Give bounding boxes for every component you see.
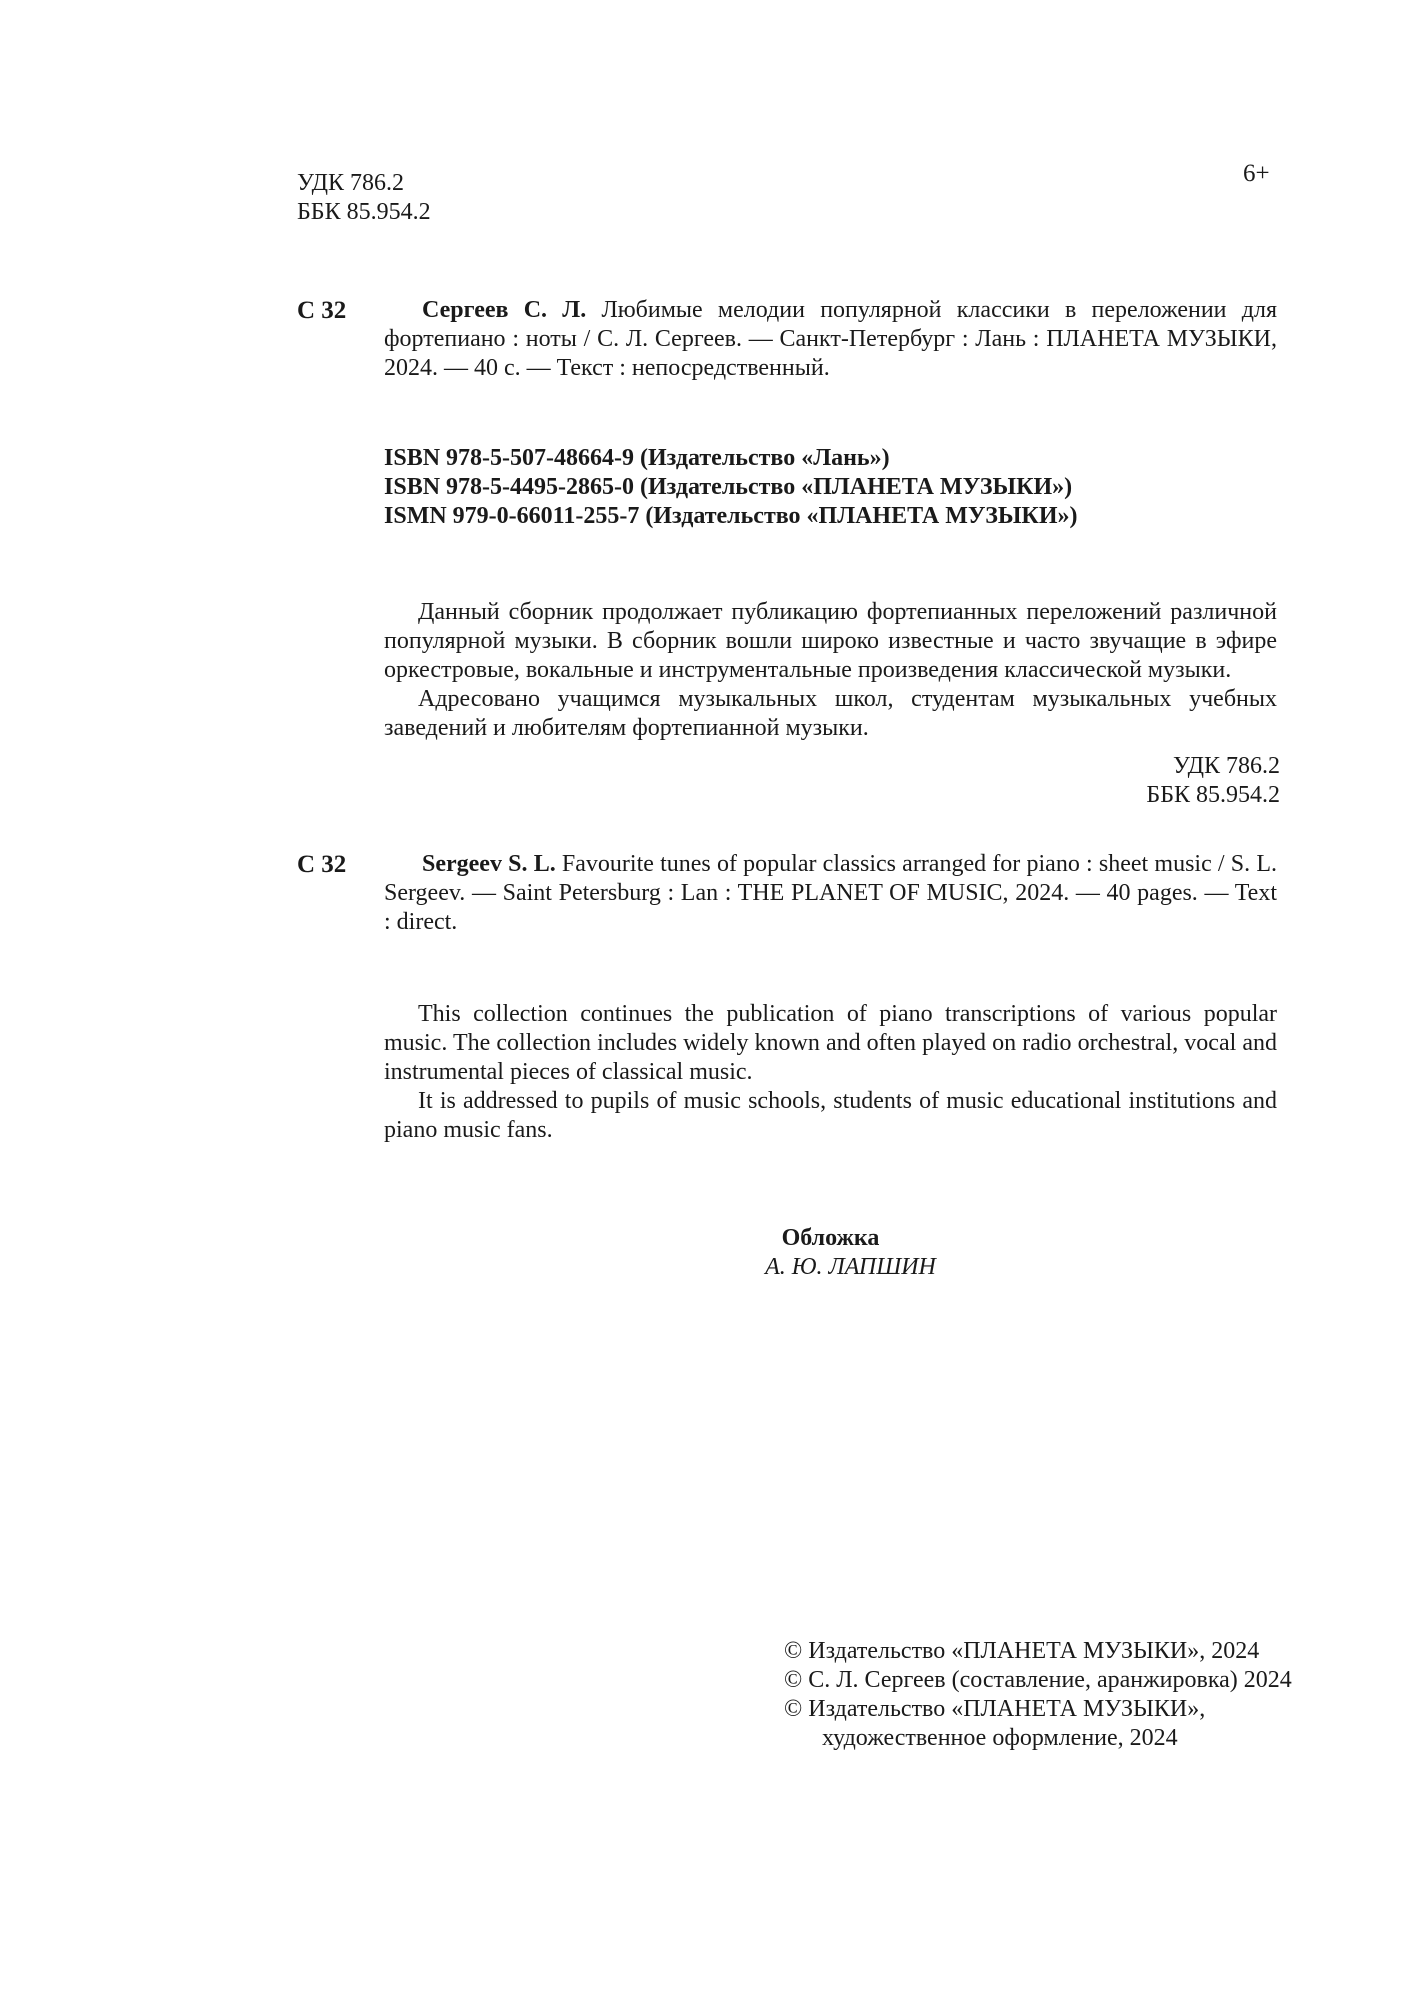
identifiers-block: [384, 444, 1277, 531]
bibliographic-entry-ru: [384, 296, 1277, 383]
abstract-en-paragraph: It is addressed to pupils of music schools, students of music educational institutions and piano music fans.: [384, 1088, 1277, 1143]
author-mark-ru: С 32: [297, 297, 347, 324]
abstract-ru-paragraph: Адресовано учащимся музыкальных школ, студентам музыкальных учебных заведений и любителям фортепианной музыки.: [384, 686, 1277, 741]
isbn-lan: ISBN 978-5-507-48664-9 (Издательство «Лань»): [384, 445, 890, 471]
entry-body-ru: Любимые мелодии популярной классики в переложении для фортепиано : ноты / С. Л. Сергеев. — Санкт-Петербург : Лань : ПЛАНЕТА МУЗЫКИ, 2024. — 40 с. — Текст : непосредственный.: [384, 297, 1277, 381]
abstract-ru: [384, 598, 1277, 743]
abstract-en-paragraph: This collection continues the publication of piano transcriptions of various popular music. The collection includes widely known and often played on radio orchestral, vocal and instrumental pieces of classical music.: [384, 1001, 1277, 1085]
copyright-block: [784, 1637, 1292, 1753]
author-name-ru: Сергеев С. Л.: [422, 297, 587, 323]
udk-code: УДК 786.2: [297, 170, 404, 196]
bibliographic-entry-en: [384, 850, 1277, 937]
copyright-line: художественное оформление, 2024: [822, 1725, 1178, 1751]
copyright-line: © Издательство «ПЛАНЕТА МУЗЫКИ»,: [784, 1696, 1206, 1722]
cover-designer: А. Ю. ЛАПШИН: [765, 1254, 936, 1280]
cover-credit: [384, 1224, 1277, 1282]
bbk-code: ББК 85.954.2: [297, 199, 431, 225]
author-mark-en: С 32: [297, 851, 347, 878]
copyright-line: © С. Л. Сергеев (составление, аранжировка) 2024: [784, 1667, 1292, 1693]
age-rating: 6+: [1243, 160, 1270, 187]
entry-body-en: Favourite tunes of popular classics arranged for piano : sheet music / S. L. Sergeev. — Saint Petersburg : Lan : THE PLANET OF MUSIC, 2024. — 40 pages. — Text : direct.: [384, 851, 1277, 935]
author-name-en: Sergeev S. L.: [422, 851, 556, 877]
abstract-en: [384, 1000, 1277, 1145]
ismn-planeta: ISMN 979-0-66011-255-7 (Издательство «ПЛАНЕТА МУЗЫКИ»): [384, 503, 1078, 529]
abstract-ru-paragraph: Данный сборник продолжает публикацию фортепианных переложений различной популярной музыки. В сборник вошли широко известные и часто звучащие в эфире оркестровые, вокальные и инструментальные произведения классической музыки.: [384, 599, 1277, 683]
isbn-planeta: ISBN 978-5-4495-2865-0 (Издательство «ПЛАНЕТА МУЗЫКИ»): [384, 474, 1073, 500]
cover-label: Обложка: [781, 1225, 880, 1251]
copyright-line: © Издательство «ПЛАНЕТА МУЗЫКИ», 2024: [784, 1638, 1260, 1664]
classification-codes-bottom: [900, 752, 1280, 810]
udk-code: УДК 786.2: [1173, 753, 1280, 779]
classification-codes-top: [297, 169, 431, 227]
bbk-code: ББК 85.954.2: [1146, 782, 1280, 808]
